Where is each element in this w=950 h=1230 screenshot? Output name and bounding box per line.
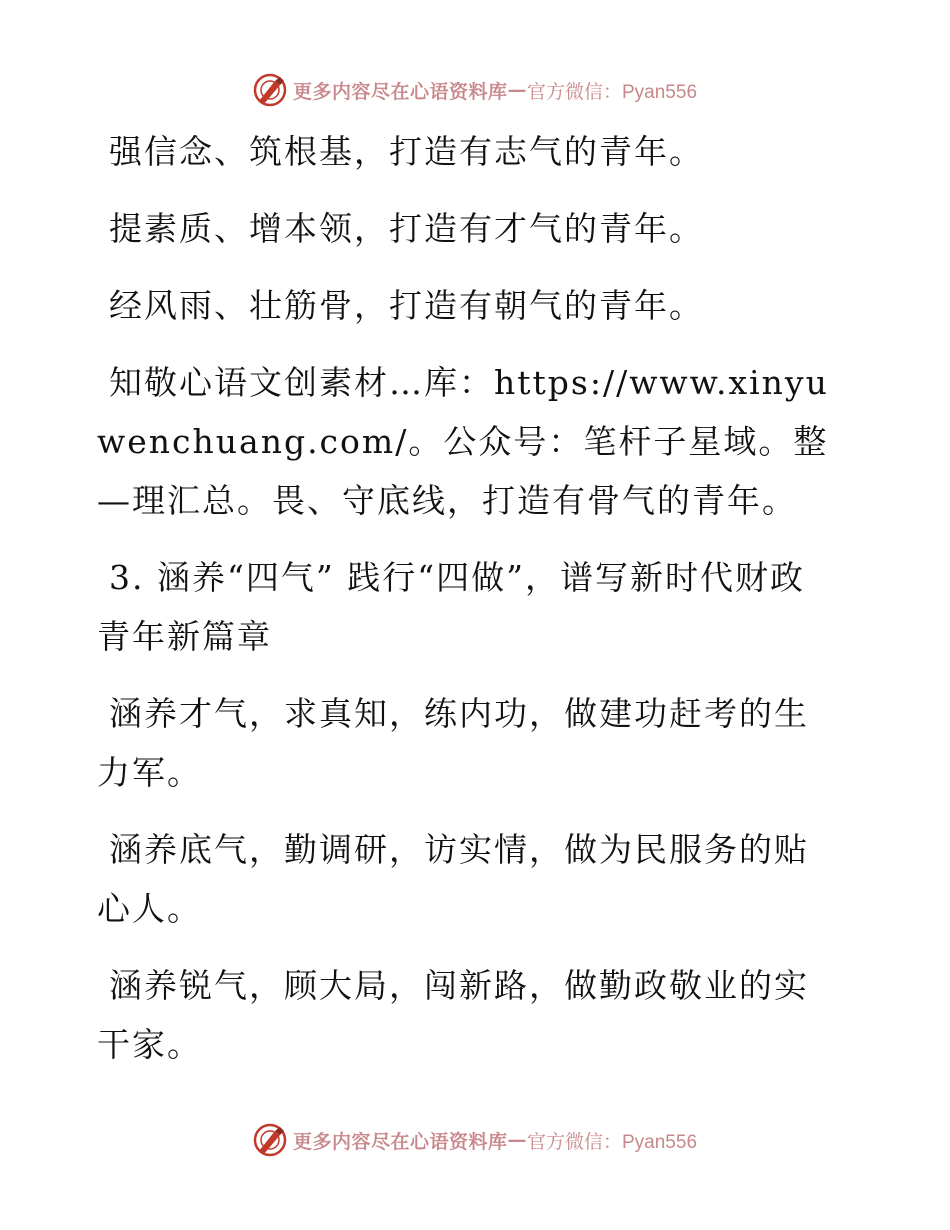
paragraph: 经风雨、壮筋骨，打造有朝气的青年。	[109, 286, 704, 325]
pen-nib-logo-icon	[253, 1123, 287, 1157]
paragraph: 涵养才气，求真知，练内功，做建功赶考的生力军。	[97, 694, 809, 792]
paragraph: 强信念、筑根基，打造有志气的青年。	[109, 132, 704, 171]
paragraph: 知敬心语文创素材…库：https://www.xinyuwenchuang.com/。公众号：笔杆子星域。整—理汇总。畏、守底线，打造有骨气的青年。	[97, 363, 829, 520]
header-slogan: 更多内容尽在心语资料库	[292, 80, 508, 103]
header-dash: —	[507, 79, 527, 101]
footer-watermark	[0, 1120, 950, 1160]
paragraph: 涵养锐气，顾大局，闯新路，做勤政敬业的实干家。	[97, 966, 809, 1064]
paragraph: 提素质、增本领，打造有才气的青年。	[109, 209, 704, 248]
footer-dash: —	[507, 1129, 527, 1151]
paragraph: 涵养底气，勤调研，访实情，做为民服务的贴心人。	[97, 830, 809, 928]
footer-wechat: 官方微信：Pyan556	[527, 1131, 698, 1153]
document-body	[97, 122, 837, 1092]
header-watermark	[0, 70, 950, 110]
pen-nib-logo-icon	[253, 73, 287, 107]
section-heading: 3. 涵养“四气” 践行“四做”，谱写新时代财政青年新篇章	[97, 558, 805, 656]
header-wechat: 官方微信：Pyan556	[527, 81, 698, 103]
footer-slogan: 更多内容尽在心语资料库	[292, 1130, 508, 1153]
